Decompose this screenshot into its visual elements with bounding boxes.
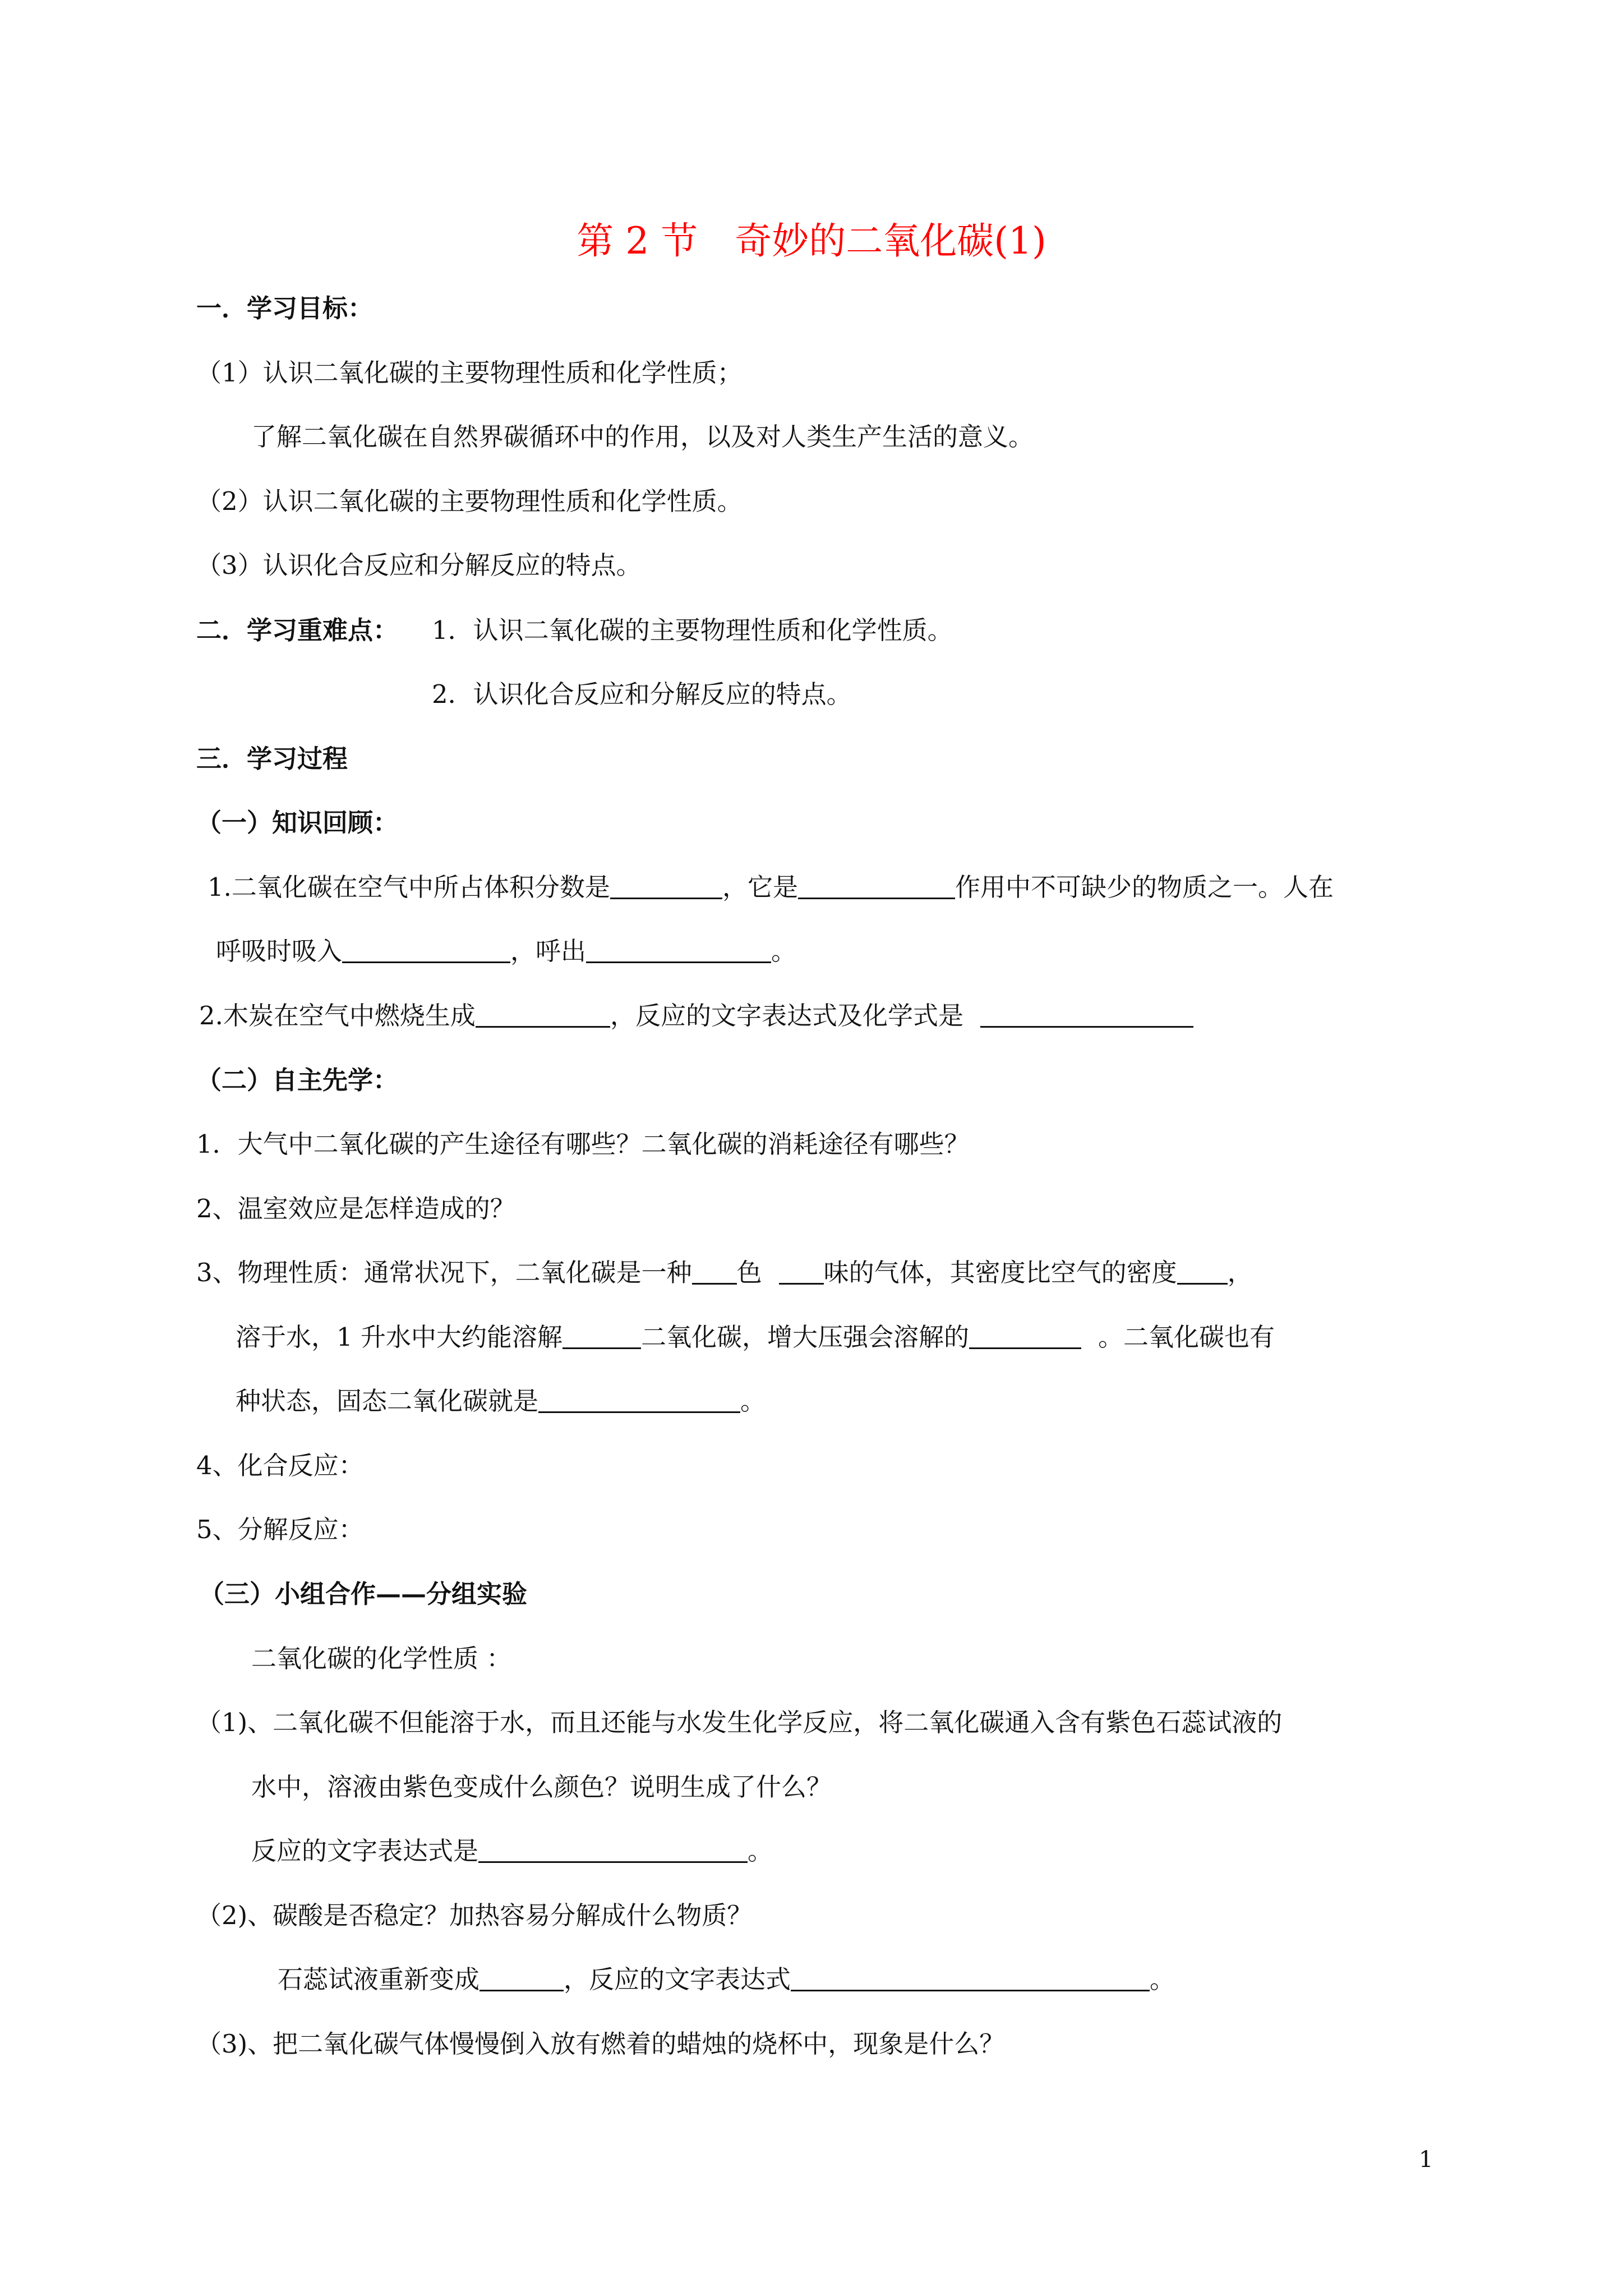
blank-color[interactable] (692, 1257, 737, 1285)
experiment-1-cont: 水中，溶液由紫色变成什么颜色？说明生成了什么？ (251, 1772, 832, 1802)
review-question-1: 1.二氧化碳在空气中所占体积分数是 ，它是 作用中不可缺少的物质之一。人在 (208, 872, 1334, 902)
blank-density[interactable] (1177, 1257, 1228, 1285)
blank-solubility[interactable] (562, 1322, 641, 1349)
blank-product[interactable] (476, 1000, 610, 1028)
page-number: 1 (1419, 2147, 1433, 2173)
key-point-2: 2．认识化合反应和分解反应的特点。 (432, 679, 852, 709)
self-item-1: 1．大气中二氧化碳的产生途径有哪些？二氧化碳的消耗途径有哪些？ (196, 1129, 970, 1159)
blank-process[interactable] (798, 872, 955, 899)
key-point-1: 1．认识二氧化碳的主要物理性质和化学性质。 (432, 615, 953, 645)
blank-equation-2[interactable] (791, 1964, 1150, 1991)
experiment-1-equation: 反应的文字表达式是 。 (251, 1836, 773, 1866)
group-subheading: 二氧化碳的化学性质 ： (251, 1644, 512, 1673)
page-title: 第 2 节 奇妙的二氧化碳(1) (577, 219, 1046, 263)
self-item-4: 4、化合反应： (196, 1451, 364, 1480)
experiment-3: （3)、把二氧化碳气体慢慢倒入放有燃着的蜡烛的烧杯中，现象是什么？ (196, 2029, 1005, 2059)
goal-2: （2）认识二氧化碳的主要物理性质和化学性质。 (196, 486, 743, 516)
experiment-2-cont: 石蕊试液重新变成 ，反应的文字表达式 。 (278, 1964, 1175, 1994)
blank-litmus-color[interactable] (479, 1964, 564, 1991)
section-3-heading: 三．学习过程 (196, 744, 348, 774)
section-1-heading: 一．学习目标： (196, 293, 374, 323)
self-item-3-cont2: 种状态，固态二氧化碳就是 。 (236, 1386, 766, 1416)
goal-1a: （1）认识二氧化碳的主要物理性质和化学性质； (196, 358, 743, 388)
blank-volume-fraction[interactable] (610, 872, 722, 899)
self-item-5: 5、分解反应： (196, 1515, 364, 1544)
section-2-heading: 二．学习重难点： (196, 615, 399, 645)
goal-3: （3）认识化合反应和分解反应的特点。 (196, 550, 642, 580)
goal-1b: 了解二氧化碳在自然界碳循环中的作用，以及对人类生产生活的意义。 (251, 422, 1034, 452)
review-heading: （一）知识回顾： (196, 808, 399, 838)
review-question-2: 2.木炭在空气中燃烧生成 ，反应的文字表达式及化学式是 (199, 999, 1193, 1033)
self-item-3: 3、物理性质：通常状况下，二氧化碳是一种 色 味的气体，其密度比空气的密度 ， (196, 1258, 1253, 1287)
blank-odor[interactable] (779, 1257, 824, 1285)
blank-equation[interactable] (980, 1000, 1193, 1028)
experiment-1: （1)、二氧化碳不但能溶于水，而且还能与水发生化学反应，将二氧化碳通入含有紫色石蕊试液的 (196, 1708, 1283, 1737)
self-item-3-cont: 溶于水，1 升水中大约能溶解 二氧化碳，增大压强会溶解的 。二氧化碳也有 (236, 1322, 1275, 1352)
group-heading: （三）小组合作——分组实验 (199, 1579, 528, 1609)
blank-inhale[interactable] (342, 936, 510, 963)
blank-dry-ice[interactable] (538, 1386, 740, 1413)
blank-exhale[interactable] (586, 936, 771, 963)
blank-pressure[interactable] (969, 1322, 1081, 1349)
experiment-2: （2)、碳酸是否稳定？加热容易分解成什么物质？ (196, 1901, 753, 1930)
self-item-2: 2、温室效应是怎样造成的？ (196, 1194, 515, 1223)
review-question-1-cont: 呼吸时吸入 ，呼出 。 (216, 936, 797, 966)
blank-equation-1[interactable] (478, 1835, 748, 1863)
self-study-heading: （二）自主先学： (196, 1065, 399, 1095)
